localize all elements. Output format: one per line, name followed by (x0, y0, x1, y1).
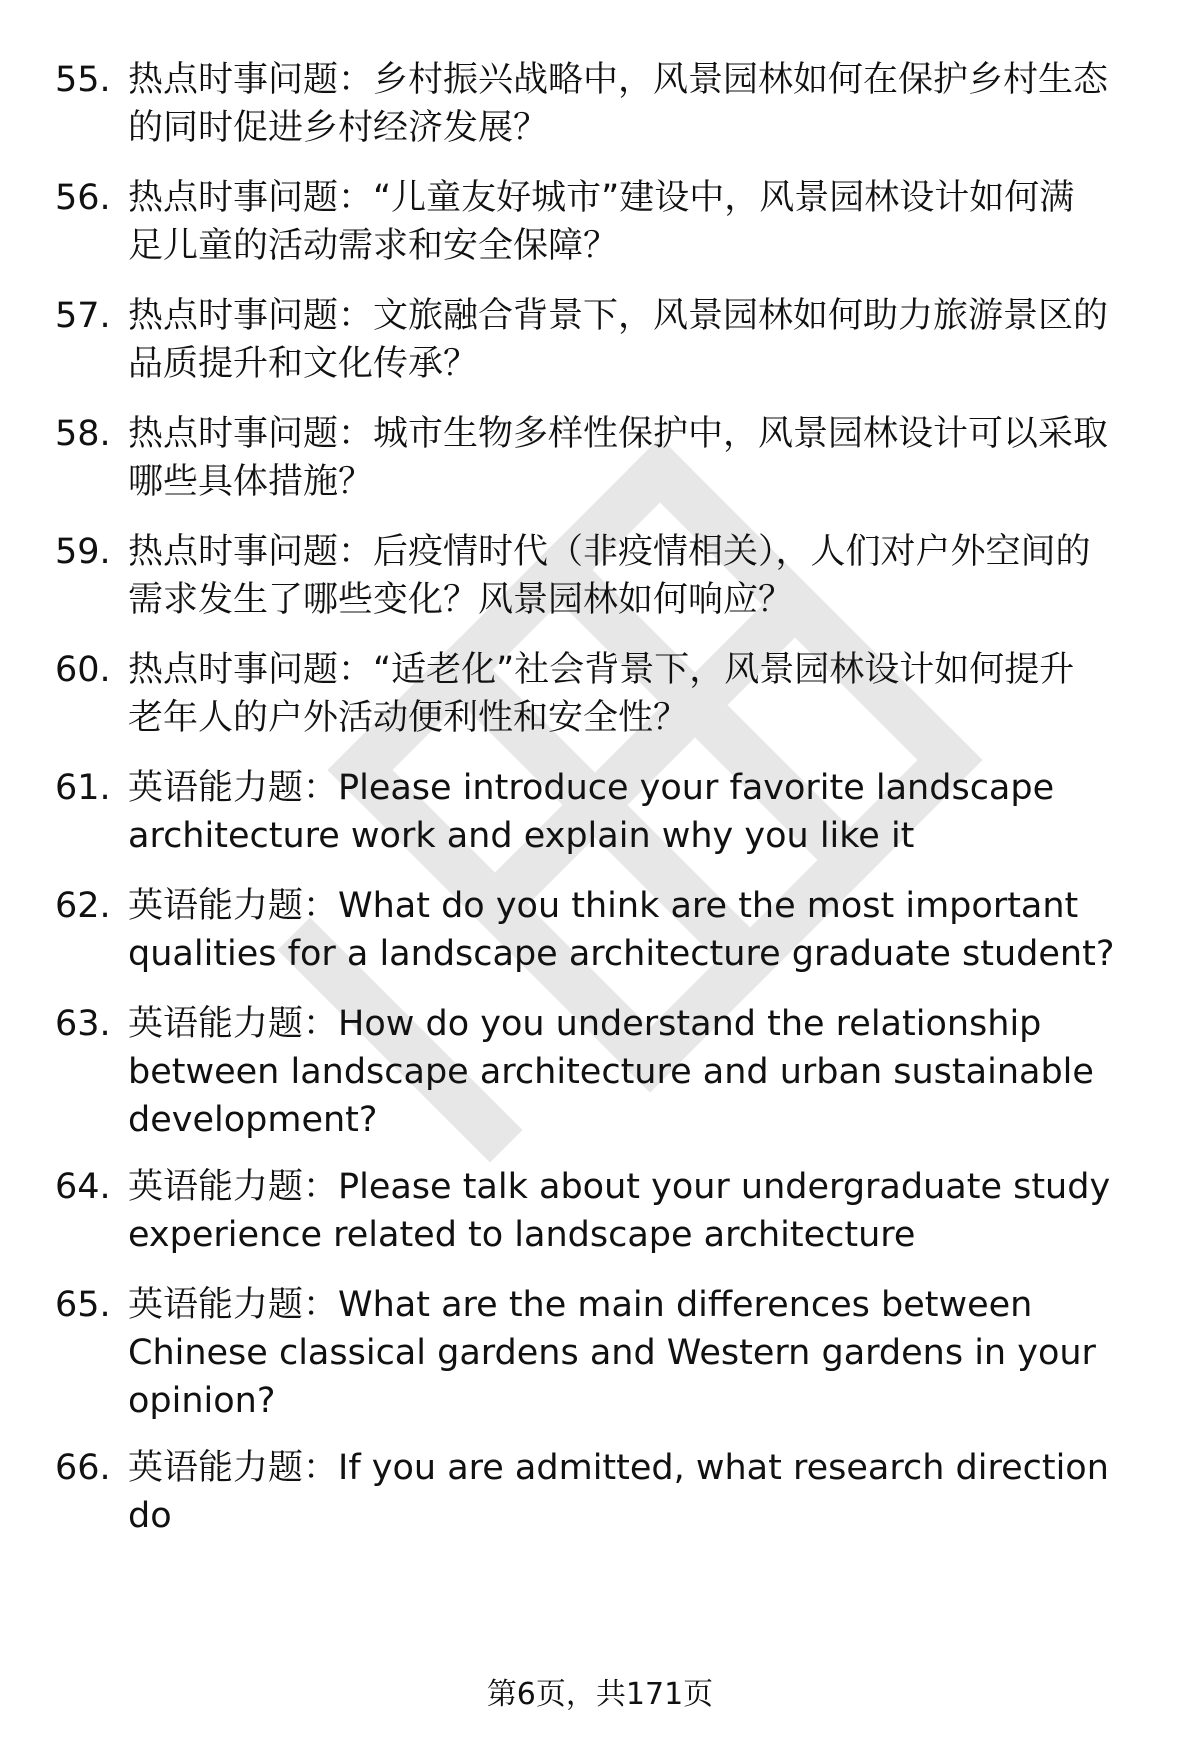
item-number: 66. (55, 1448, 111, 1488)
item-number: 59. (55, 532, 111, 572)
item-number: 64. (55, 1167, 111, 1207)
item-number: 56. (55, 178, 111, 218)
item-text: 英语能力题：What do you think are the most important qualities for a landscape architecture graduate student? (128, 886, 1115, 974)
item-text: 英语能力题：Please talk about your undergraduate study experience related to landscape architecture (128, 1167, 1111, 1255)
item-text: 热点时事问题：乡村振兴战略中，风景园林如何在保护乡村生态 的同时促进乡村经济发展？ (128, 60, 1109, 148)
page-footer: 第6页，共171页 (486, 1677, 714, 1712)
item-text: 热点时事问题：文旅融合背景下，风景园林如何助力旅游景区的 品质提升和文化传承？ (128, 296, 1109, 384)
item-text: 英语能力题：If you are admitted, what research direction do (128, 1448, 1109, 1536)
item-text: 热点时事问题：“儿童友好城市”建设中，风景园林设计如何满 足儿童的活动需求和安全保障？ (128, 178, 1075, 266)
item-text: 英语能力题：Please introduce your favorite landscape architecture work and explain why you like it (128, 768, 1055, 856)
item-text: 英语能力题：What are the main differences between Chinese classical gardens and Western gardens in your opinion? (128, 1285, 1096, 1421)
item-text: 热点时事问题：城市生物多样性保护中，风景园林设计可以采取 哪些具体措施？ (128, 414, 1109, 502)
item-number: 63. (55, 1004, 111, 1044)
item-number: 61. (55, 768, 111, 808)
item-number: 60. (55, 650, 111, 690)
item-number: 57. (55, 296, 111, 336)
item-text: 热点时事问题：后疫情时代（非疫情相关），人们对户外空间的 需求发生了哪些变化？风景园林如何响应？ (128, 532, 1091, 620)
item-number: 65. (55, 1285, 111, 1325)
item-number: 55. (55, 60, 111, 100)
item-number: 62. (55, 886, 111, 926)
item-number: 58. (55, 414, 111, 454)
item-text: 英语能力题：How do you understand the relationship between landscape architecture and urban sustainable development? (128, 1004, 1094, 1140)
item-text: 热点时事问题：“适老化”社会背景下，风景园林设计如何提升 老年人的户外活动便利性和安全性？ (128, 650, 1075, 738)
